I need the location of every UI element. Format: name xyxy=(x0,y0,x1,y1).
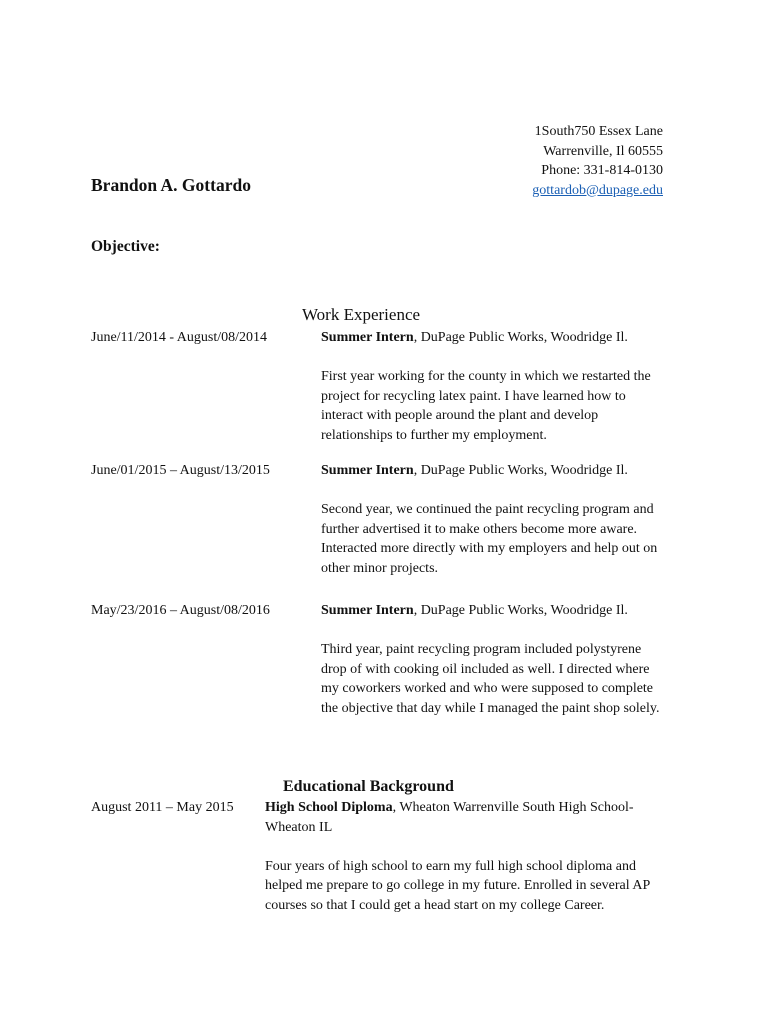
education-entry-dates: August 2011 – May 2015 xyxy=(91,800,234,815)
education-heading: Educational Background xyxy=(283,778,454,795)
work-entry-description: First year working for the county in which we restarted the project for recycling latex paint. I have learned how to interact with people around the plant and develop relationships to further my employment. xyxy=(321,369,651,443)
address-line-2: Warrenville, Il 60555 xyxy=(543,143,663,159)
work-entry-heading xyxy=(321,328,666,348)
objective-label: Objective: xyxy=(91,238,160,255)
work-entry-org: , DuPage Public Works, Woodridge Il. xyxy=(413,463,628,478)
work-entry-org: , DuPage Public Works, Woodridge Il. xyxy=(413,603,628,618)
education-entry-school: , Wheaton Warrenville South High School-Wheaton IL xyxy=(265,800,634,835)
education-entry-heading xyxy=(265,798,665,837)
work-entry-dates: May/23/2016 – August/08/2016 xyxy=(91,603,270,618)
work-entry-heading xyxy=(321,601,666,621)
work-entry-role: Summer Intern xyxy=(321,330,414,345)
work-entry-dates: June/11/2014 - August/08/2014 xyxy=(91,330,268,345)
education-entry-description: Four years of high school to earn my full high school diploma and helped me prepare to go college in my future. Enrolled in several AP courses so that I could get a head start on my college Career. xyxy=(265,858,650,913)
work-entry-role: Summer Intern xyxy=(321,603,414,618)
work-entry-description: Second year, we continued the paint recycling program and further advertised it to make others become more aware. Interacted more directly with my employers and help out on other minor projects. xyxy=(321,502,658,576)
address-line-1: 1South750 Essex Lane xyxy=(534,124,663,139)
email-link[interactable]: gottardob@dupage.edu xyxy=(532,182,663,198)
phone-number: Phone: 331-814-0130 xyxy=(541,163,663,178)
work-entry-heading xyxy=(321,461,666,481)
work-entry xyxy=(321,328,666,445)
applicant-name: Brandon A. Gottardo xyxy=(91,175,251,195)
work-entry-role: Summer Intern xyxy=(321,463,414,478)
work-entry-dates: June/01/2015 – August/13/2015 xyxy=(91,463,270,478)
work-entry-org: , DuPage Public Works, Woodridge Il. xyxy=(413,330,628,345)
contact-block xyxy=(532,122,663,200)
work-entry xyxy=(321,601,666,718)
work-entry xyxy=(321,461,666,578)
work-entry-description: Third year, paint recycling program included polystyrene drop of with cooking oil included as well. I directed where my coworkers worked and who were supposed to complete the objective that day while I managed the paint shop solely. xyxy=(321,642,660,716)
work-experience-heading: Work Experience xyxy=(302,305,421,324)
education-entry-degree: High School Diploma xyxy=(265,800,393,815)
education-entry xyxy=(265,798,665,915)
